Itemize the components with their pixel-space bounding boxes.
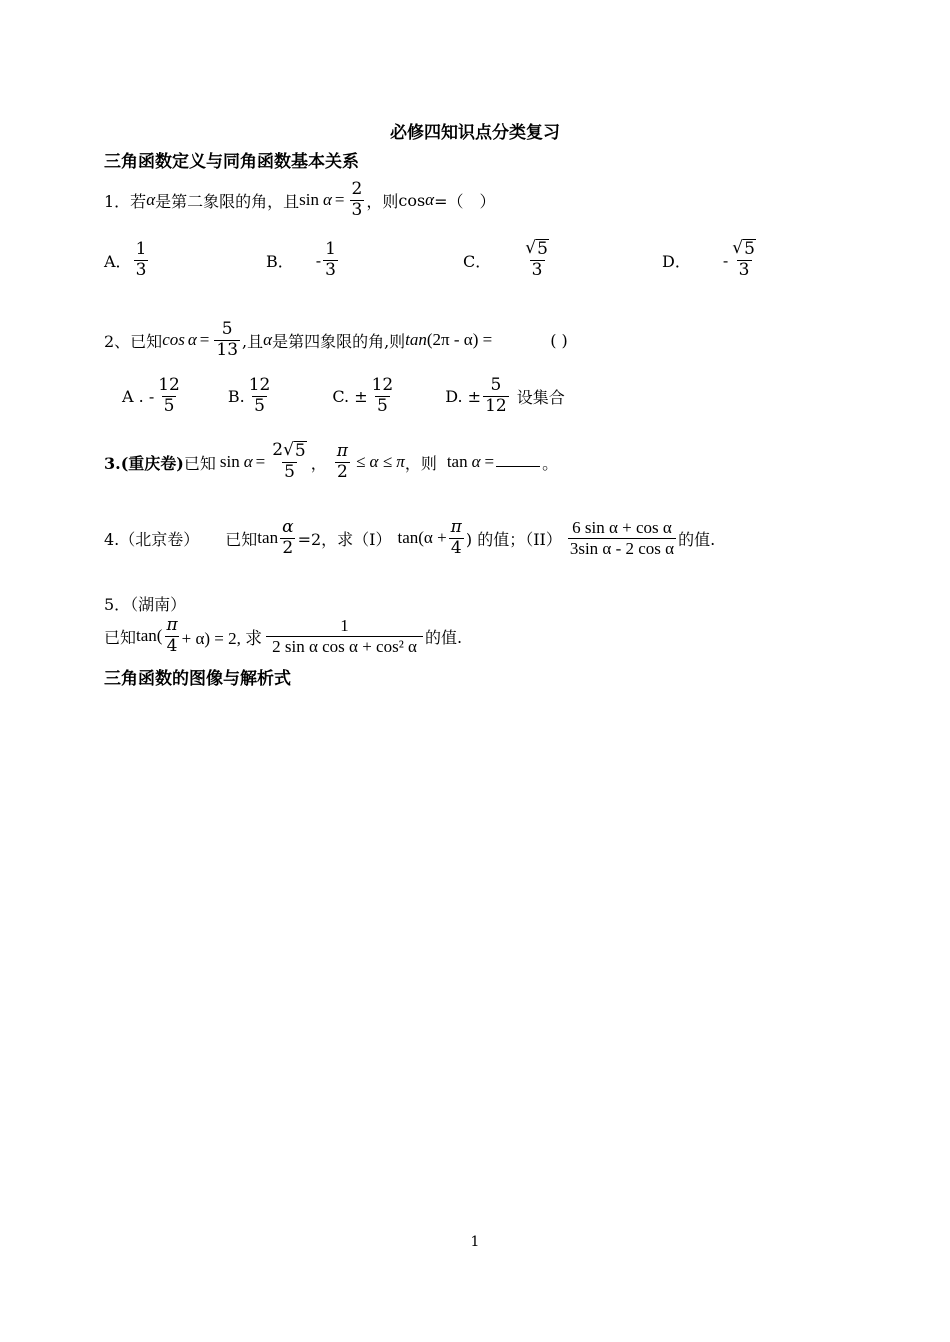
q3-pi: π — [336, 440, 348, 461]
q5-text-1: 已知 — [104, 627, 137, 647]
q3-text-2: ，则 — [404, 453, 437, 473]
q1-fraction — [350, 180, 365, 220]
q1-alpha: α — [146, 190, 156, 209]
q3-sqrt: √ 5 — [283, 440, 306, 462]
q1-option-b — [266, 230, 340, 290]
q1-option-c-den: 3 — [531, 260, 543, 280]
q1-alpha-3: α — [425, 190, 435, 209]
question-5 — [104, 608, 462, 664]
q1-option-a-den: 3 — [135, 259, 147, 280]
q2-option-b-num: 12 — [248, 374, 271, 395]
q2-answer-paren: ( ) — [550, 330, 568, 350]
q3-two: 2 — [336, 461, 348, 482]
q1-option-d-sqrt: √ 5 — [732, 238, 755, 260]
q1-option-a-frac — [134, 240, 149, 280]
q3-end: 。 — [542, 453, 559, 473]
q1-option-b-num: 1 — [325, 238, 336, 259]
q4-text-3: ) 的值；（II） — [465, 529, 562, 549]
q5-text-3: 的值. — [424, 627, 463, 647]
q1-option-d-sign: - — [722, 250, 729, 270]
q2-option-d-frac — [483, 376, 509, 416]
q1-option-c-label: C． — [463, 251, 492, 271]
q3-text-1: 已知 — [183, 453, 216, 473]
q3-alpha: α — [243, 452, 253, 471]
q4-ratio-den: 3sin α - 2 cos α — [569, 538, 675, 558]
q3-fraction-num: 2 √ 5 — [272, 440, 306, 462]
q2-option-a-label: A . - — [122, 386, 155, 406]
q5-pi-over-4 — [164, 616, 179, 656]
q2-text-2: 是第四象限的角,则 — [272, 331, 406, 351]
question-4 — [104, 508, 715, 568]
q3-comma: ， — [310, 453, 327, 473]
q2-arg: (2π - α) = — [426, 330, 493, 349]
q4-four: 4 — [450, 537, 462, 558]
q4-alpha-over-2 — [280, 518, 295, 558]
q1-option-b-label: B． — [266, 251, 294, 271]
q2-option-c-label: C. ± — [332, 386, 368, 406]
q1-option-d-frac — [730, 239, 758, 280]
q3-eq: = — [255, 452, 266, 471]
q4-ratio — [568, 518, 676, 558]
q1-text-2: ，则 — [366, 191, 399, 211]
q4-pi-over-4 — [449, 518, 464, 558]
q5-ratio-den: 2 sin α cos α + cos² α — [266, 636, 423, 657]
q2-option-d-label: D. ± — [445, 386, 482, 406]
q5-text-2: + α) = 2, 求 — [181, 628, 263, 648]
q2-option-c-num: 12 — [371, 374, 394, 395]
q3-eq-2: = — [484, 452, 495, 471]
q4-ratio-num: 6 sin α + cos α — [572, 517, 672, 537]
q1-fraction-den: 3 — [351, 199, 363, 220]
question-3 — [104, 432, 558, 492]
q4-alpha: α — [282, 516, 294, 537]
q2-option-c-frac — [370, 376, 396, 416]
q3-inequality: ≤ α ≤ π — [355, 452, 405, 471]
q3-answer-blank — [496, 457, 540, 467]
q1-text-3: =（ ） — [434, 191, 496, 211]
q2-option-a-den: 5 — [163, 395, 175, 416]
q3-tan: tan — [446, 452, 468, 471]
q2-fraction — [214, 320, 240, 360]
q3-prefix: 3.(重庆卷) — [104, 453, 184, 473]
question-2 — [104, 310, 568, 370]
q1-cos: cos — [398, 190, 426, 210]
q2-options — [122, 366, 565, 426]
q1-option-c-num — [523, 239, 551, 260]
q1-option-b-frac — [323, 240, 338, 280]
q4-tan-2: tan(α + — [397, 528, 447, 547]
q2-option-d-num: 5 — [490, 374, 502, 395]
q1-option-c-frac — [523, 239, 551, 280]
section-heading-definitions: 三角函数定义与同角函数基本关系 — [104, 152, 359, 172]
q2-text-1: ,且 — [242, 331, 264, 351]
q2-option-b-frac — [247, 376, 273, 416]
q1-fraction-num: 2 — [351, 178, 363, 199]
q2-alpha-2: α — [263, 330, 273, 349]
q2-option-b-label: B. — [227, 386, 245, 406]
q4-text-1: 已知 — [225, 529, 258, 549]
section-heading-graphs: 三角函数的图像与解析式 — [104, 669, 291, 689]
q1-text-1: 是第二象限的角，且 — [155, 191, 300, 211]
q1-option-c — [463, 230, 553, 290]
q1-option-d-label: D． — [662, 251, 691, 271]
q2-cos: cos — [162, 330, 185, 349]
q3-fraction — [270, 441, 309, 482]
page-title: 必修四知识点分类复习 — [390, 123, 560, 143]
q2-fraction-num: 5 — [221, 318, 233, 339]
q3-alpha-2: α — [471, 452, 481, 471]
q5-ratio — [266, 616, 423, 656]
q3-pi-over-2 — [335, 442, 350, 482]
q2-prefix: 2、已知 — [104, 331, 163, 351]
q4-text-2: =2，求（I） — [297, 529, 392, 549]
q5-pi: π — [166, 614, 178, 635]
q2-alpha: α — [187, 330, 197, 349]
question-1 — [104, 170, 496, 230]
q1-eq: = — [334, 190, 345, 209]
q1-option-d-den: 3 — [738, 260, 750, 280]
q3-fraction-den: 5 — [284, 462, 295, 482]
q1-option-c-sqrt: √ 5 — [525, 238, 548, 260]
q1-option-b-sign: - — [315, 250, 322, 270]
q2-tan: tan — [405, 330, 427, 349]
q3-sin: sin — [219, 452, 240, 471]
q5-prefix: 5．（湖南） — [104, 595, 187, 614]
q1-option-d-num — [730, 239, 758, 260]
q2-eq: = — [199, 330, 210, 349]
q2-option-a-num: 12 — [158, 374, 180, 395]
q1-option-a — [104, 230, 150, 290]
q2-option-b-den: 5 — [254, 395, 265, 416]
q5-four: 4 — [166, 635, 178, 656]
q4-text-4: 的值. — [678, 529, 716, 549]
q2-option-d-den: 12 — [485, 395, 507, 416]
q1-sin: sin — [299, 190, 319, 209]
q1-option-d — [662, 230, 760, 290]
q1-option-b-den: 3 — [325, 259, 336, 280]
q1-option-a-label: A． — [104, 251, 132, 271]
q2-option-c-den: 5 — [377, 395, 388, 416]
q4-prefix: 4.（北京卷） — [104, 529, 200, 549]
q5-ratio-num: 1 — [340, 615, 349, 635]
q4-two: 2 — [282, 537, 294, 558]
q1-prefix: 1．若 — [104, 191, 147, 211]
page-number: 1 — [470, 1234, 480, 1250]
q4-pi: π — [450, 516, 462, 537]
q4-tan: tan — [257, 528, 279, 547]
q1-alpha-2: α — [322, 190, 332, 209]
q2-option-a-frac — [156, 376, 182, 416]
q5-tan: tan( — [136, 626, 163, 645]
q2-options-tail: 设集合 — [516, 387, 565, 407]
q1-option-a-num: 1 — [135, 238, 147, 259]
q2-fraction-den: 13 — [216, 339, 239, 360]
